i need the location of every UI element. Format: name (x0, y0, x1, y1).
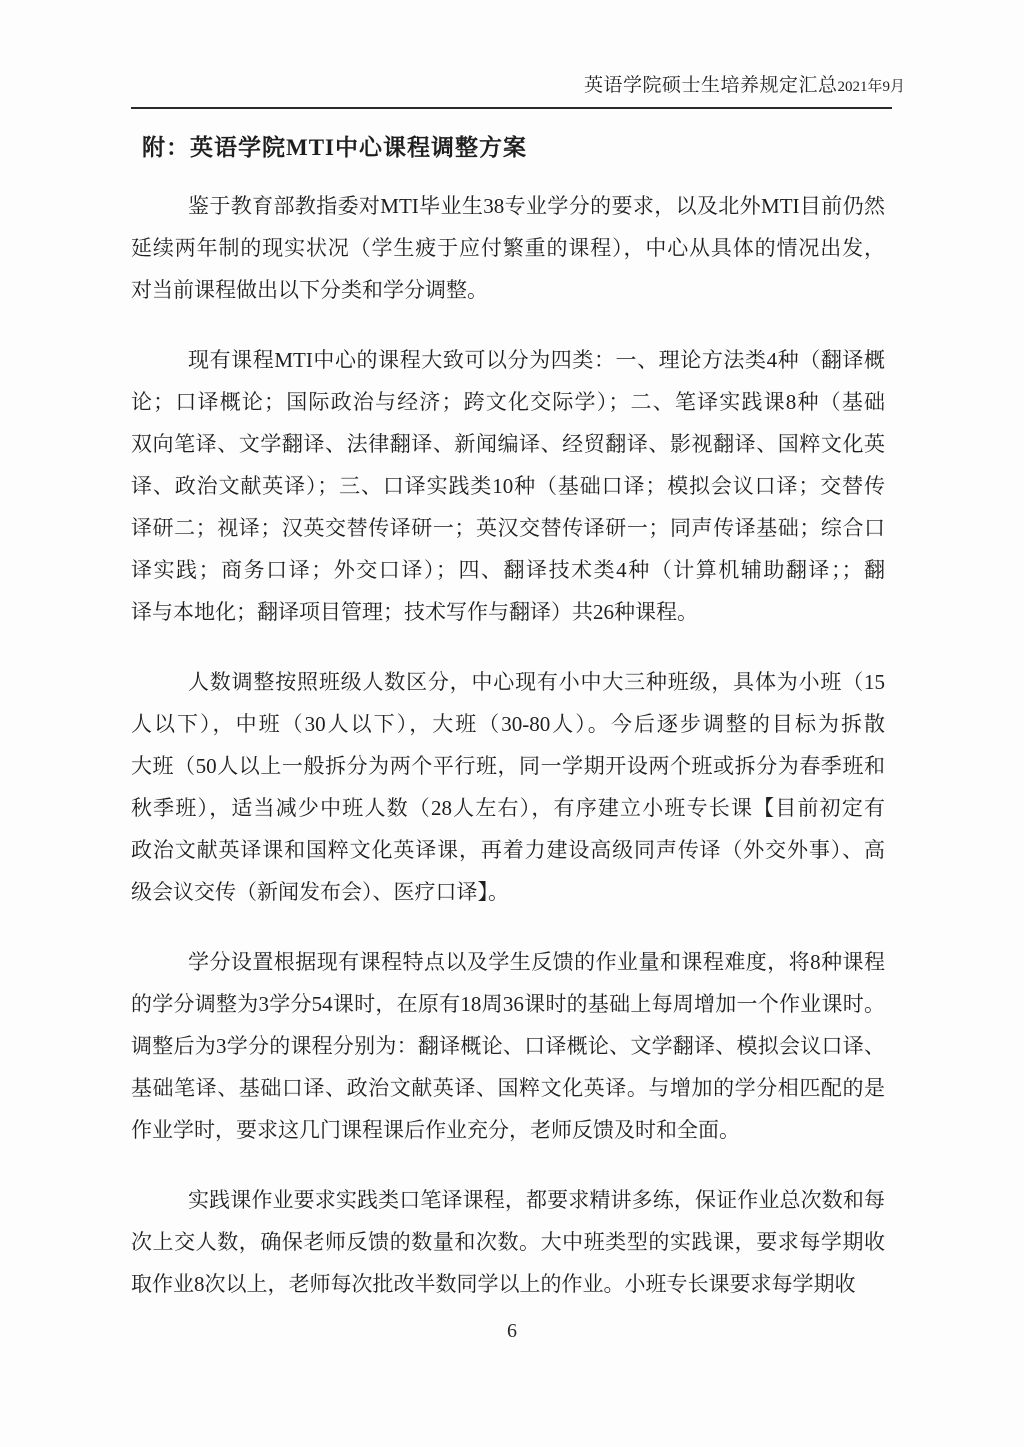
text-line: 学分设置根据现有课程特点以及学生反馈的作业量和课程难度，将8种课程 (188, 950, 885, 974)
text-line: 大班（50人以上一般拆分为两个平行班，同一学期开设两个班或拆分为春季班和 (131, 754, 885, 778)
text-line: 鉴于教育部教指委对MTI毕业生38专业学分的要求，以及北外MTI目前仍然 (188, 194, 885, 218)
text-line: 实践课作业要求实践类口笔译课程，都要求精讲多练，保证作业总次数和每 (188, 1188, 885, 1212)
document-title: 附：英语学院MTI中心课程调整方案 (142, 135, 527, 160)
paragraph (131, 185, 885, 311)
paragraph (131, 661, 885, 913)
text-line: 译实践；商务口译；外交口译）；四、翻译技术类4种（计算机辅助翻译；；翻 (131, 558, 885, 582)
text-line: 延续两年制的现实状况（学生疲于应付繁重的课程），中心从具体的情况出发， (131, 236, 885, 260)
header-date-text: 2021年9月 (837, 79, 905, 95)
paragraph (131, 941, 885, 1151)
text-line: 译与本地化；翻译项目管理；技术写作与翻译）共26种课程。 (131, 600, 698, 624)
text-line: 论；口译概论；国际政治与经济；跨文化交际学）；二、笔译实践课8种（基础 (131, 390, 885, 414)
header-rule-divider (131, 107, 892, 109)
text-line: 级会议交传（新闻发布会）、医疗口译】。 (131, 880, 509, 904)
text-line: 双向笔译、文学翻译、法律翻译、新闻编译、经贸翻译、影视翻译、国粹文化英 (131, 432, 885, 456)
text-line: 译研二；视译；汉英交替传译研一；英汉交替传译研一；同声传译基础；综合口 (131, 516, 885, 540)
page-header (131, 70, 905, 97)
text-line: 人以下），中班（30人以下），大班（30-80人）。今后逐步调整的目标为拆散 (131, 712, 885, 736)
text-line: 的学分调整为3学分54课时，在原有18周36课时的基础上每周增加一个作业课时。 (131, 992, 885, 1016)
text-line: 对当前课程做出以下分类和学分调整。 (131, 278, 488, 302)
header-title-text: 英语学院硕士生培养规定汇总 (583, 75, 838, 96)
paragraph (131, 1179, 885, 1305)
page-number: 6 (507, 1320, 517, 1342)
text-line: 人数调整按照班级人数区分，中心现有小中大三种班级，具体为小班（15 (188, 670, 885, 694)
paragraph (131, 339, 885, 633)
text-line: 次上交人数，确保老师反馈的数量和次数。大中班类型的实践课，要求每学期收 (131, 1230, 885, 1254)
document-body (131, 185, 885, 1333)
text-line: 取作业8次以上，老师每次批改半数同学以上的作业。小班专长课要求每学期收 (131, 1272, 856, 1296)
text-line: 政治文献英译课和国粹文化英译课，再着力建设高级同声传译（外交外事）、高 (131, 838, 885, 862)
text-line: 调整后为3学分的课程分别为：翻译概论、口译概论、文学翻译、模拟会议口译、 (131, 1034, 885, 1058)
page-footer (0, 1320, 1024, 1343)
text-line: 基础笔译、基础口译、政治文献英译、国粹文化英译。与增加的学分相匹配的是 (131, 1076, 885, 1100)
text-line: 译、政治文献英译）；三、口译实践类10种（基础口译；模拟会议口译；交替传 (131, 474, 885, 498)
text-line: 作业学时，要求这几门课程课后作业充分，老师反馈及时和全面。 (131, 1118, 740, 1142)
text-line: 现有课程MTI中心的课程大致可以分为四类：一、理论方法类4种（翻译概 (188, 348, 885, 372)
text-line: 秋季班），适当减少中班人数（28人左右），有序建立小班专长课【目前初定有 (131, 796, 885, 820)
